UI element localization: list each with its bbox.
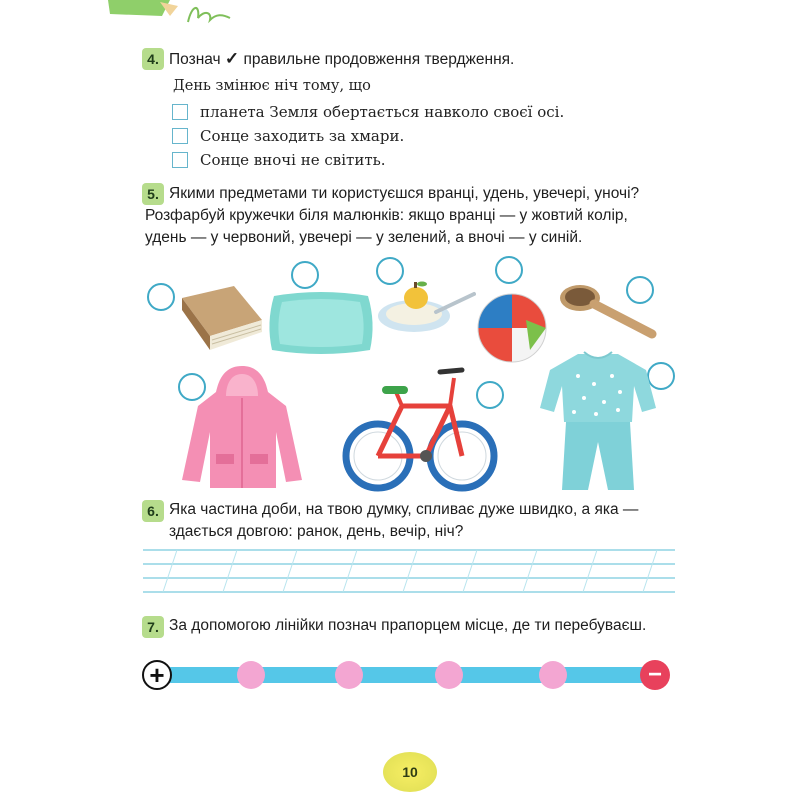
task-4-option-2: Сонце заходить за хмари. xyxy=(200,127,405,145)
task-5-line-2: Розфарбуй кружечки біля малюнків: якщо вранці — у жовтий колір, xyxy=(145,207,628,224)
bicycle-icon xyxy=(342,362,498,494)
plus-icon: + xyxy=(142,660,172,690)
task-4-option-1: планета Земля обертається навколо своєї осі. xyxy=(200,103,565,121)
task-4-checkbox-3[interactable] xyxy=(172,152,188,168)
location-ruler[interactable] xyxy=(156,667,654,683)
task-4-instruction: Познач ✓ правильне продовження твердження. xyxy=(169,49,515,68)
task-7-instruction: За допомогою лінійки познач прапорцем місце, де ти перебуваєш. xyxy=(169,617,647,634)
color-circle-book[interactable] xyxy=(147,283,175,311)
pillow-icon xyxy=(266,288,376,358)
color-circle-pillow[interactable] xyxy=(291,261,319,289)
task-5-line-1: Якими предметами ти користуєшся вранці, удень, увечері, уночі? xyxy=(169,185,640,202)
task-6-number: 6. xyxy=(142,500,164,522)
task-7-number: 7. xyxy=(142,616,164,638)
check-mark-icon: ✓ xyxy=(224,49,240,68)
task-4-number: 4. xyxy=(142,48,164,70)
book-icon xyxy=(176,280,266,352)
task-4-checkbox-2[interactable] xyxy=(172,128,188,144)
ruler-dot-3[interactable] xyxy=(435,661,463,689)
task-6-line-2: здається довгою: ранок, день, вечір, ніч? xyxy=(169,523,464,540)
ruler-dot-2[interactable] xyxy=(335,661,363,689)
hairbrush-icon xyxy=(558,280,658,340)
task-4-checkbox-1[interactable] xyxy=(172,104,188,120)
ruler-dot-4[interactable] xyxy=(539,661,567,689)
color-circle-ball[interactable] xyxy=(495,256,523,284)
raincoat-icon xyxy=(180,362,305,490)
task-5-line-3: удень — у червоний, увечері — у зелений, а вночі — у синій. xyxy=(145,229,583,246)
minus-icon: − xyxy=(640,660,670,690)
task-5-number: 5. xyxy=(142,183,164,205)
page-number: 10 xyxy=(383,752,437,792)
task-4-statement: День змінює ніч тому, що xyxy=(173,78,371,94)
header-decoration xyxy=(100,0,240,26)
ruler-dot-1[interactable] xyxy=(237,661,265,689)
task-6-line-1: Яка частина доби, на твою думку, спливає дуже швидко, а яка — xyxy=(169,501,639,518)
writing-lines[interactable] xyxy=(143,546,675,606)
breakfast-plate-icon xyxy=(376,272,476,334)
pajamas-icon xyxy=(538,346,658,494)
task-4-option-3: Сонце вночі не світить. xyxy=(200,151,386,169)
